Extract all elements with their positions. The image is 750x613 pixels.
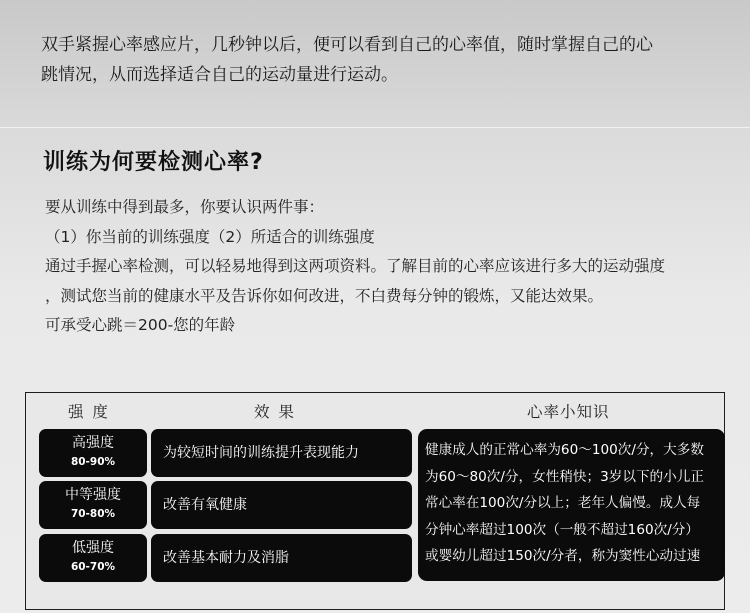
level-name: 中等强度: [65, 487, 121, 503]
level-medium: [39, 481, 147, 529]
effect-medium: 改善有氧健康: [151, 481, 412, 529]
level-range: 80-90%: [70, 456, 116, 468]
knowledge-line: 分钟心率超过100次（一般不超过160次/分）: [425, 521, 699, 538]
section-divider: [0, 127, 750, 128]
level-name: 高强度: [72, 435, 114, 451]
header-effect: 效 果: [254, 403, 296, 421]
heart-rate-knowledge: [418, 429, 725, 581]
level-range: 60-70%: [70, 561, 116, 573]
body-line: 可承受心跳＝200-您的年龄: [45, 316, 236, 334]
effect-high: 为较短时间的训练提升表现能力: [151, 429, 412, 477]
body-line: 要从训练中得到最多，你要认识两件事：: [45, 198, 325, 216]
body-line: （1）你当前的训练强度（2）所适合的训练强度: [45, 227, 375, 246]
knowledge-line: 为60～80次/分，女性稍快；3岁以下的小儿正: [425, 468, 704, 485]
level-name: 低强度: [72, 540, 114, 556]
intro-banner: [0, 0, 750, 127]
header-knowledge: 心率小知识: [527, 403, 610, 421]
section-title: 训练为何要检测心率?: [43, 150, 264, 175]
level-low: [39, 534, 147, 582]
level-range: 70-80%: [70, 508, 116, 520]
knowledge-line: 健康成人的正常心率为60～100次/分，大多数: [425, 442, 704, 458]
intro-line-1: 双手紧握心率感应片，几秒钟以后，便可以看到自己的心率值，随时掌握自己的心: [41, 35, 653, 55]
knowledge-line: 常心率在100次/分以上；老年人偏慢。成人每: [425, 495, 701, 511]
effect-low: 改善基本耐力及消脂: [151, 534, 412, 582]
body-line: ，测试您当前的健康水平及告诉你如何改进，不白费每分钟的锻炼，又能达效果。: [45, 286, 604, 305]
intro-text: [41, 30, 721, 90]
body-line: 通过手握心率检测，可以轻易地得到这两项资料。了解目前的心率应该进行多大的运动强度: [45, 257, 666, 275]
section-body: [45, 193, 735, 341]
level-high: [39, 429, 147, 477]
header-intensity: 强 度: [68, 403, 110, 421]
intro-line-2: 跳情况，从而选择适合自己的运动量进行运动。: [41, 65, 398, 85]
knowledge-line: 或婴幼儿超过150次/分者，称为窦性心动过速: [425, 548, 701, 564]
